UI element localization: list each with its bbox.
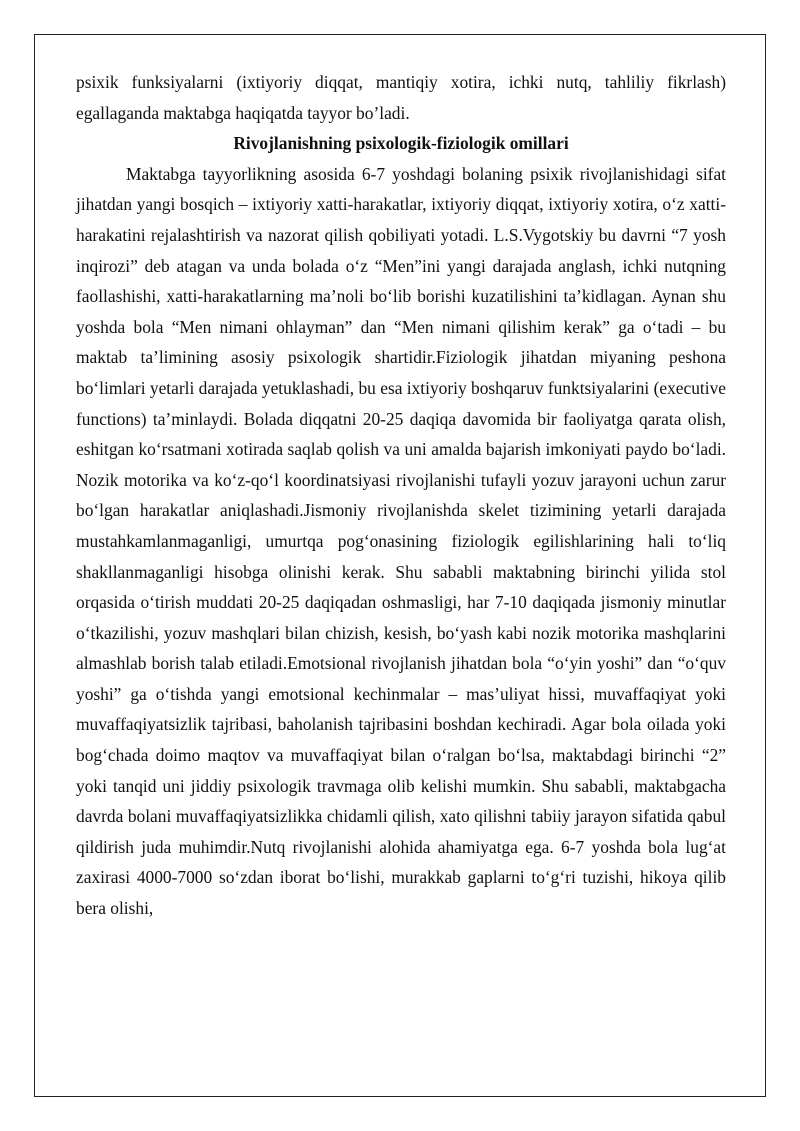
intro-paragraph: psixik funksiyalarni (ixtiyoriy diqqat, mantiqiy xotira, ichki nutq, tahliliy fikrlash) egallaganda maktabga haqiqatda tayyor bo’ladi. [76,72,726,123]
section-heading: Rivojlanishning psixologik-fiziologik omillari [233,133,569,154]
document-body [76,67,726,924]
main-paragraph: Maktabga tayyorlikning asosida 6-7 yoshdagi bolaning psixik rivojlanishidagi sifat jihatdan yangi bosqich – ixtiyoriy xatti-harakatlar, ixtiyoriy diqqat, ixtiyoriy xotira, o‘z xatti-harakatini rejalashtirish va nazorat qilish qobiliyati yotadi. L.S.Vygotskiy bu davrni “7 yosh inqirozi” deb atagan va unda bolada o‘z “Men”ini yangi darajada anglash, ichki nutqning faollashishi, xatti-harakatlarning ma’noli bo‘lib borishi kuzatilishini ta’kidlagan. Aynan shu yoshda bola “Men nimani ohlayman” dan “Men nimani qilishim kerak” ga o‘tadi – bu maktab ta’limining asosiy psixologik shartidir.Fiziologik jihatdan miyaning peshona bo‘limlari yetarli darajada yetuklashadi, bu esa ixtiyoriy boshqaruv funktsiyalarini (executive functions) ta’minlaydi. Bolada diqqatni 20-25 daqiqa davomida bir faoliyatga qarata olish, eshitgan ko‘rsatmani xotirada saqlab qolish va uni amalda bajarish imkoniyati paydo bo‘ladi. Nozik motorika va ko‘z-qo‘l koordinatsiyasi rivojlanishi tufayli yozuv jarayoni uchun zarur bo‘lgan harakatlar aniqlashadi.Jismoniy rivojlanishda skelet tizimining yetarli darajada mustahkamlanmaganligi, umurtqa pog‘onasining fiziologik egilishlarining hali to‘liq shakllanmaganligi hisobga olinishi kerak. Shu sababli maktabning birinchi yilida stol orqasida o‘tirish muddati 20-25 daqiqadan oshmasligi, har 7-10 daqiqada jismoniy minutlar o‘tkazilishi, yozuv mashqlari bilan chizish, kesish, bo‘yash kabi nozik motorika mashqlarini almashlab borish talab etiladi.Emotsional rivojlanish jihatdan bola “o‘yin yoshi” dan “o‘quv yoshi” ga o‘tishda yangi emotsional kechinmalar – mas’uliyat hissi, muvaffaqiyat yoki muvaffaqiyatsizlik tajribasi, baholanish tajribasini boshdan kechiradi. Agar bola oilada yoki bog‘chada doimo maqtov va muvaffaqiyat bilan o‘ralgan bo‘lsa, maktabdagi birinchi “2” yoki tanqid uni jiddiy psixologik travmaga olib kelishi mumkin. Shu sababli, maktabgacha davrda bolani muvaffaqiyatsizlikka chidamli qilish, xato qilishni tabiiy jarayon sifatida qabul qildirish juda muhimdir.Nutq rivojlanishi alohida ahamiyatga ega. 6-7 yoshda bola lug‘at zaxirasi 4000-7000 so‘zdan iborat bo‘lishi, murakkab gaplarni to‘g‘ri tuzishi, hikoya qilib bera olishi, [76,163,727,919]
